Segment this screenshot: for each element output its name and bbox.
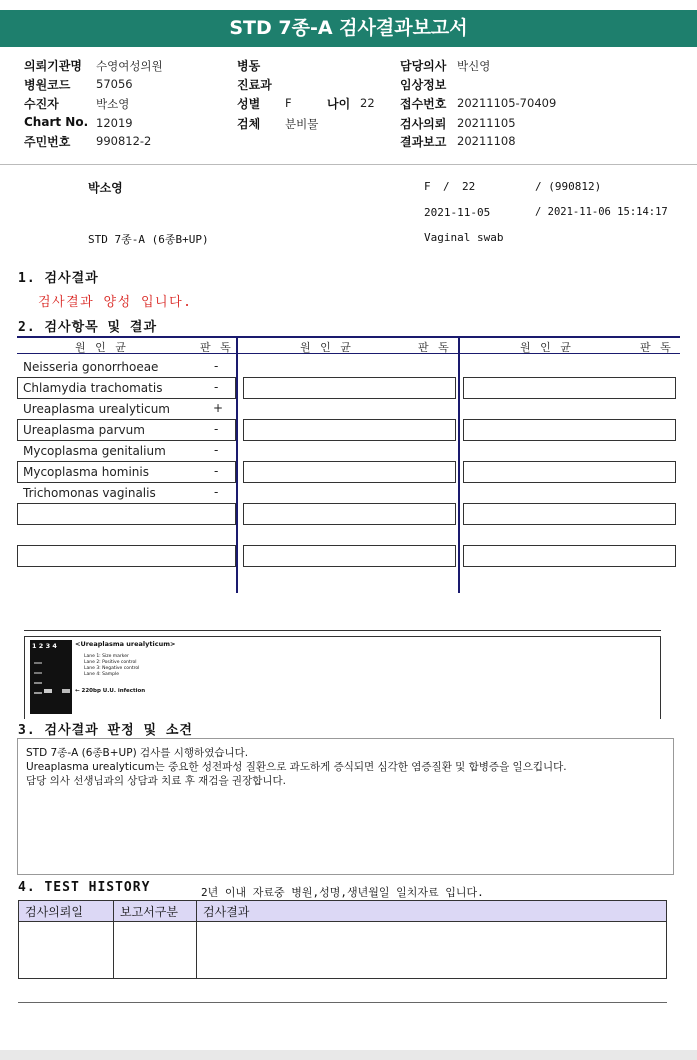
- table-top-rule: [17, 336, 680, 338]
- opinion-line2: Ureaplasma urealyticum는 중요한 성전파성 질환으로 과도하게 증식되면 심각한 염증질환 및 합병증을 일으킵니다.: [26, 761, 567, 773]
- gel-lane1: Lane 1: Size marker: [84, 654, 129, 659]
- gel-image: [30, 640, 72, 714]
- history-header: 검사의뢰일: [19, 901, 114, 922]
- opinion-line3: 담당 의사 선생님과의 상담과 치료 후 재검을 권장합니다.: [26, 775, 286, 787]
- patient-separator: /: [443, 180, 450, 193]
- gel-marker-band: [34, 672, 42, 674]
- sample-type: Vaginal swab: [424, 231, 504, 244]
- organism-result: -: [214, 464, 219, 478]
- report-value: 20211108: [457, 134, 516, 148]
- patient-birth: / (990812): [535, 180, 602, 193]
- section3-title: 3. 검사결과 판정 및 소견: [18, 723, 193, 738]
- result-summary: 검사결과 양성 입니다.: [38, 295, 193, 310]
- chart-no-value: 12019: [96, 116, 133, 130]
- doctor-value: 박신영: [457, 59, 491, 73]
- organism-name: Trichomonas vaginalis: [23, 486, 156, 500]
- history-header: 보고서구분: [114, 901, 197, 922]
- gel-marker-band: [34, 692, 42, 694]
- history-table: [18, 900, 667, 979]
- section1-title: 1. 검사결과: [18, 271, 99, 286]
- ssn-label: 주민번호: [24, 135, 71, 149]
- examinee-value: 박소영: [96, 97, 130, 111]
- organism-result-positive: +: [213, 401, 224, 415]
- row-box: [463, 419, 676, 441]
- specimen-label: 검체: [237, 117, 261, 131]
- institution-label: 의뢰기관명: [24, 59, 82, 73]
- ward-label: 병동: [237, 59, 261, 73]
- hospital-code-value: 57056: [96, 77, 133, 91]
- clinical-label: 임상정보: [400, 78, 447, 92]
- row-box: [463, 461, 676, 483]
- organism-result: -: [214, 443, 219, 457]
- patient-sex: F: [424, 180, 431, 193]
- organism-name: Neisseria gonorrhoeae: [23, 360, 159, 374]
- row-box: [243, 545, 456, 567]
- organism-result: -: [214, 359, 219, 373]
- ssn-value: 990812-2: [96, 134, 152, 148]
- report-title: STD 7종-A 검사결과보고서: [0, 10, 697, 47]
- report-datetime: / 2021-11-06 15:14:17: [535, 206, 668, 218]
- col-organism-3: 원 인 균: [520, 341, 574, 354]
- test-name: STD 7종-A (6종B+UP): [88, 233, 209, 246]
- organism-name: Ureaplasma parvum: [23, 423, 145, 437]
- history-note: 2년 이내 자료중 병원,성명,생년월일 일치자료 입니다.: [201, 886, 484, 899]
- institution-value: 수영여성의원: [96, 59, 163, 73]
- gel-band-label: ← 220bp U.U. infection: [75, 688, 146, 694]
- organism-result: -: [214, 422, 219, 436]
- gel-top-rule: [24, 630, 661, 631]
- gel-lane-numbers: 1 2 3 4: [32, 642, 57, 650]
- history-cell: [114, 922, 197, 979]
- report-label: 결과보고: [400, 135, 447, 149]
- col-organism-2: 원 인 균: [300, 341, 354, 354]
- dept-label: 진료과: [237, 78, 272, 92]
- organism-name: Mycoplasma hominis: [23, 465, 149, 479]
- organism-result: -: [214, 485, 219, 499]
- row-box: [243, 377, 456, 399]
- row-box: [17, 545, 236, 567]
- row-box: [243, 419, 456, 441]
- gel-sample-band: [62, 689, 70, 693]
- specimen-value: 분비물: [285, 117, 319, 131]
- row-box: [17, 503, 236, 525]
- examinee-label: 수진자: [24, 97, 59, 111]
- row-box: [243, 503, 456, 525]
- column-divider-1: [236, 337, 238, 593]
- row-box: [463, 377, 676, 399]
- gel-positive-band: [44, 689, 52, 693]
- request-label: 검사의뢰: [400, 117, 447, 131]
- age-label: 나이: [327, 97, 351, 111]
- col-judge-2: 판 독: [418, 341, 452, 354]
- footer-rule: [18, 1002, 667, 1003]
- sex-value: F: [285, 96, 292, 110]
- organism-name: Mycoplasma genitalium: [23, 444, 166, 458]
- history-cell: [197, 922, 667, 979]
- receipt-date: 2021-11-05: [424, 206, 491, 219]
- chart-no-label: Chart No.: [24, 115, 89, 129]
- row-box: [243, 461, 456, 483]
- doctor-label: 담당의사: [400, 59, 447, 73]
- gel-caption: <Ureaplasma urealyticum>: [75, 640, 176, 648]
- page-bottom: [0, 1050, 697, 1060]
- organism-name-positive: Ureaplasma urealyticum: [23, 402, 170, 416]
- gel-marker-band: [34, 662, 42, 664]
- request-value: 20211105: [457, 116, 516, 130]
- gel-lane4: Lane 4: Sample: [84, 672, 119, 677]
- sex-label: 성별: [237, 97, 261, 111]
- patient-age: 22: [462, 180, 476, 193]
- section4-title: 4. TEST HISTORY: [18, 880, 151, 895]
- organism-name: Chlamydia trachomatis: [23, 381, 163, 395]
- history-cell: [19, 922, 114, 979]
- col-organism-1: 원 인 균: [75, 341, 129, 354]
- receipt-value: 20211105-70409: [457, 96, 557, 110]
- patient-name: 박소영: [88, 181, 123, 195]
- history-header: 검사결과: [197, 901, 667, 922]
- age-value: 22: [360, 96, 375, 110]
- col-judge-3: 판 독: [640, 341, 674, 354]
- opinion-line1: STD 7종-A (6종B+UP) 검사를 시행하였습니다.: [26, 747, 249, 759]
- row-box: [463, 503, 676, 525]
- receipt-label: 접수번호: [400, 97, 447, 111]
- gel-lane3: Lane 3: Negative control: [84, 666, 140, 671]
- gel-lane2: Lane 2: Positive control: [84, 660, 137, 665]
- col-judge-1: 판 독: [200, 341, 234, 354]
- gel-frame: [24, 636, 661, 719]
- hospital-code-label: 병원코드: [24, 78, 71, 92]
- row-box: [463, 545, 676, 567]
- section2-title: 2. 검사항목 및 결과: [18, 320, 158, 335]
- gel-marker-band: [34, 682, 42, 684]
- column-divider-2: [458, 337, 460, 593]
- organism-result: -: [214, 380, 219, 394]
